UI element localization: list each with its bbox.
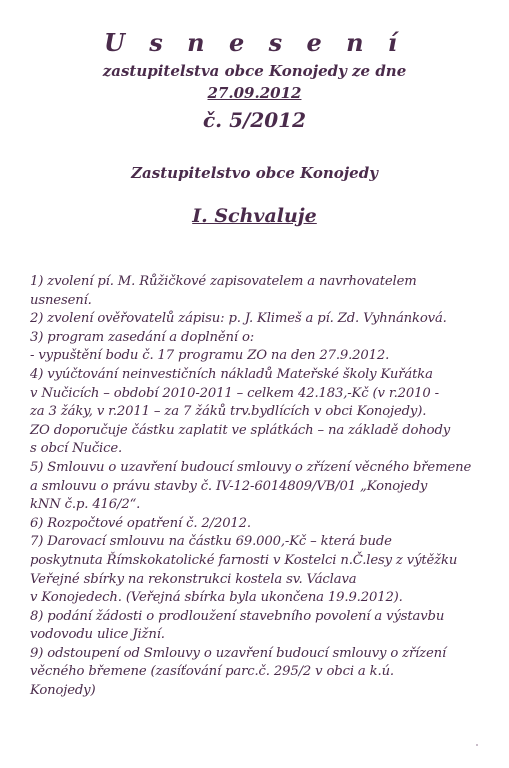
resolution-item-line: 4) vyúčtování neinvestičních nákladů Mateřské školy Kuřátka [30, 366, 433, 382]
resolution-item [30, 608, 500, 645]
resolution-item-line: poskytnuta Římskokatolické farnosti v Kostelci n.Č.lesy z výtěžku [30, 552, 458, 568]
resolution-item-line: věcného břemene (zasíťování parc.č. 295/2 v obci a k.ú. [30, 664, 394, 680]
resolution-items-list [30, 273, 500, 701]
resolution-item [30, 366, 500, 459]
resolution-item-line: 8) podání žádosti o prodloužení stavebního povolení a výstavbu [30, 608, 445, 624]
resolution-item-line: 2) zvolení ověřovatelů zápisu: p. J. Klimeš a pí. Zd. Vyhnánková. [30, 311, 447, 327]
resolution-item-line: Veřejné sbírky na rekonstrukci kostela sv. Václava [30, 571, 357, 587]
resolution-item-line: vodovodu ulice Jižní. [30, 627, 165, 643]
resolution-item-line: v Konojedech. (Veřejná sbírka byla ukončena 19.9.2012). [30, 590, 403, 606]
resolution-item-line: s obcí Nučice. [30, 441, 123, 457]
resolution-item-line: kNN č.p. 416/2“. [30, 497, 141, 513]
section-heading: I. Schvaluje [192, 205, 317, 227]
document-title: U s n e s e n í [104, 28, 405, 57]
resolution-item [30, 273, 500, 310]
resolution-item [30, 515, 500, 534]
resolution-item-line: a smlouvu o právu stavby č. IV-12-6014809/VB/01 „Konojedy [30, 478, 428, 494]
resolution-item-line: ZO doporučuje částku zaplatit ve splátkách – na základě dohody [30, 422, 451, 438]
council-name: Zastupitelstvo obce Konojedy [131, 164, 378, 182]
resolution-item [30, 310, 500, 329]
document-subtitle: zastupitelstva obce Konojedy ze dne [102, 62, 407, 80]
resolution-item-line: - vypuštění bodu č. 17 programu ZO na den 27.9.2012. [30, 348, 390, 364]
resolution-item [30, 645, 500, 701]
scan-mark [476, 744, 478, 746]
resolution-item-line: za 3 žáky, v r.2011 – za 7 žáků trv.bydlících v obci Konojedy). [30, 404, 427, 420]
resolution-item-line: v Nučicích – období 2010-2011 – celkem 42.183,-Kč (v r.2010 - [30, 385, 439, 401]
resolution-item-line: 5) Smlouvu o uzavření budoucí smlouvy o zřízení věcného břemene [30, 459, 472, 475]
resolution-item-line: 3) program zasedání a doplnění o: [30, 329, 255, 345]
resolution-item-line: Konojedy) [30, 683, 96, 699]
resolution-item-line: 1) zvolení pí. M. Růžičkové zapisovatelem a navrhovatelem [30, 274, 417, 289]
resolution-item [30, 533, 500, 607]
meeting-date: 27.09.2012 [207, 84, 302, 102]
resolution-item [30, 347, 500, 366]
resolution-item [30, 329, 500, 348]
resolution-item-line: usnesení. [30, 292, 92, 308]
resolution-item-line: 9) odstoupení od Smlouvy o uzavření budoucí smlouvy o zřízení [30, 645, 447, 661]
resolution-item-line: 7) Darovací smlouvu na částku 69.000,-Kč – která bude [30, 534, 392, 550]
resolution-number: č. 5/2012 [203, 108, 306, 132]
resolution-item-line: 6) Rozpočtové opatření č. 2/2012. [30, 515, 251, 531]
resolution-item [30, 459, 500, 515]
